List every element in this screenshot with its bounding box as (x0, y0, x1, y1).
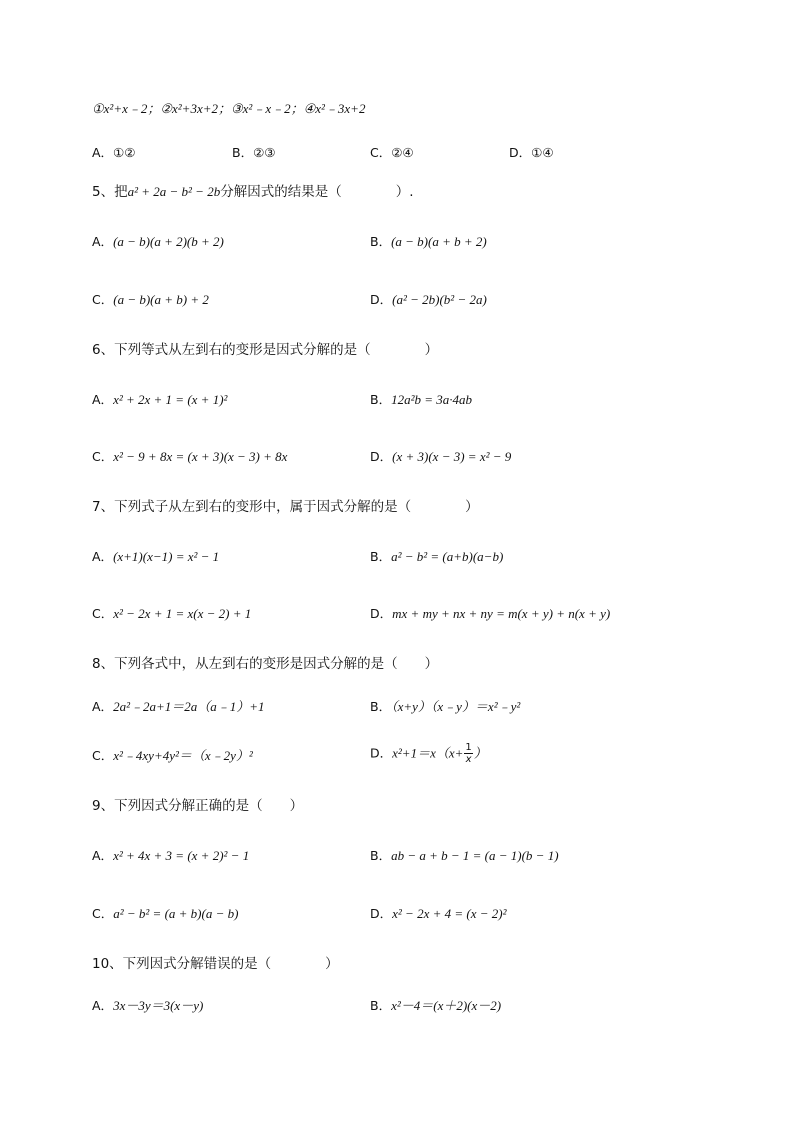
q7-option-b-label: B． (370, 549, 392, 564)
q8-option-d-label: D． (370, 745, 393, 761)
q9-option-a-math: x² + 4x + 3 = (x + 2)² − 1 (113, 848, 250, 863)
q7-option-b (370, 548, 503, 566)
q5-stem-suffix: 分解因式的结果是（ ）. (220, 184, 414, 200)
q5-option-a-math: (a − b)(a + 2)(b + 2) (113, 234, 224, 249)
q6-option-c-math: x² − 9 + 8x = (x + 3)(x − 3) + 8x (113, 449, 288, 464)
q8-option-b-math: （x+y）（x﹣y）＝x²﹣y² (391, 699, 521, 714)
q6-option-c-label: C． (92, 449, 114, 464)
q6-option-c (92, 448, 287, 466)
q10-option-a-label: A． (92, 998, 114, 1013)
q4-expressions: ①x²+x﹣2；②x²+3x+2；③x²﹣x﹣2；④x²﹣3x+2 (92, 101, 366, 116)
q9-option-b-label: B． (370, 848, 392, 863)
q8-option-d (370, 742, 487, 765)
q5-option-c-label: C． (92, 292, 114, 307)
q10-option-b-label: B． (370, 998, 392, 1013)
question-7-stem: 7、下列式子从左到右的变形中，属于因式分解的是（ ） (92, 499, 479, 515)
q4-option-b: B．②③ (232, 145, 276, 160)
q7-option-d (370, 605, 610, 623)
q8-option-b (370, 698, 520, 716)
q9-option-c-label: C． (92, 906, 114, 921)
q8-option-a-label: A． (92, 699, 114, 714)
q8-option-c-math: x²﹣4xy+4y²＝（x﹣2y）² (113, 748, 253, 763)
q8-option-a-math: 2a²﹣2a+1＝2a（a﹣1）+1 (113, 699, 265, 714)
q6-option-b (370, 391, 472, 409)
q9-option-d-math: x² − 2x + 4 = (x − 2)² (392, 906, 507, 921)
q7-option-a (92, 548, 219, 566)
q6-option-a-math: x² + 2x + 1 = (x + 1)² (113, 392, 228, 407)
q7-option-c-label: C． (92, 606, 114, 621)
q7-option-d-label: D． (370, 606, 393, 621)
q6-option-a (92, 391, 227, 409)
q7-option-a-math: (x+1)(x−1) = x² − 1 (113, 549, 220, 564)
q7-option-b-math: a² − b² = (a+b)(a−b) (391, 549, 504, 564)
q7-option-c-math: x² − 2x + 1 = x(x − 2) + 1 (113, 606, 252, 621)
q5-option-d-math: (a² − 2b)(b² − 2a) (392, 292, 487, 307)
q10-option-a-math: 3x－3y＝3(x－y) (113, 998, 204, 1013)
q9-option-c-math: a² − b² = (a + b)(a − b) (113, 906, 239, 921)
q8-option-c-label: C． (92, 748, 114, 763)
q6-option-b-label: B． (370, 392, 392, 407)
q7-option-a-label: A． (92, 549, 114, 564)
q6-option-b-math: 12a²b = 3a·4ab (391, 392, 472, 407)
q8-option-d-math-post: ） (473, 745, 487, 761)
q8-option-b-label: B． (370, 699, 392, 714)
q4-expression-list (92, 100, 365, 119)
q9-option-a (92, 847, 249, 865)
fraction-denominator: x (465, 754, 472, 765)
question-8-stem: 8、下列各式中，从左到右的变形是因式分解的是（ ） (92, 656, 439, 672)
fraction-numerator: 1 (465, 742, 472, 753)
q9-option-d-label: D． (370, 906, 393, 921)
q10-option-b-math: x²－4＝(x＋2)(x－2) (391, 998, 502, 1013)
q6-option-d-label: D． (370, 449, 393, 464)
q7-option-c (92, 605, 251, 623)
q8-option-c (92, 747, 253, 765)
q9-option-b (370, 847, 559, 865)
q5-option-c (92, 291, 209, 309)
question-9-stem: 9、下列因式分解正确的是（ ） (92, 798, 304, 814)
q4-option-a: A．①② (92, 145, 136, 160)
q4-option-d: D．①④ (509, 145, 554, 160)
q5-option-b (370, 233, 487, 251)
q9-option-b-math: ab − a + b − 1 = (a − 1)(b − 1) (391, 848, 559, 863)
q10-option-b (370, 997, 501, 1015)
q8-option-d-fraction (464, 742, 472, 765)
q6-option-a-label: A． (92, 392, 114, 407)
q5-option-a (92, 233, 224, 251)
q5-option-d-label: D． (370, 292, 393, 307)
q6-option-d (370, 448, 511, 466)
q9-option-a-label: A． (92, 848, 114, 863)
q8-option-a (92, 698, 265, 716)
q5-option-a-label: A． (92, 234, 114, 249)
q5-option-b-label: B． (370, 234, 392, 249)
q5-option-b-math: (a − b)(a + b + 2) (391, 234, 487, 249)
q5-stem-math: a² + 2a − b² − 2b (127, 184, 221, 199)
q5-stem-prefix: 5、把 (92, 184, 128, 200)
q4-option-c: C．②④ (370, 145, 414, 160)
question-5-stem (92, 182, 414, 202)
q9-option-c (92, 905, 238, 923)
q5-option-d (370, 291, 487, 309)
question-6-stem: 6、下列等式从左到右的变形是因式分解的是（ ） (92, 342, 439, 358)
q7-option-d-math: mx + my + nx + ny = m(x + y) + n(x + y) (392, 606, 611, 621)
q6-option-d-math: (x + 3)(x − 3) = x² − 9 (392, 449, 512, 464)
q10-option-a (92, 997, 203, 1015)
q9-option-d (370, 905, 507, 923)
question-10-stem: 10、下列因式分解错误的是（ ） (92, 956, 339, 972)
q5-option-c-math: (a − b)(a + b) + 2 (113, 292, 209, 307)
q8-option-d-math-pre: x²+1＝x（x+ (392, 745, 464, 761)
